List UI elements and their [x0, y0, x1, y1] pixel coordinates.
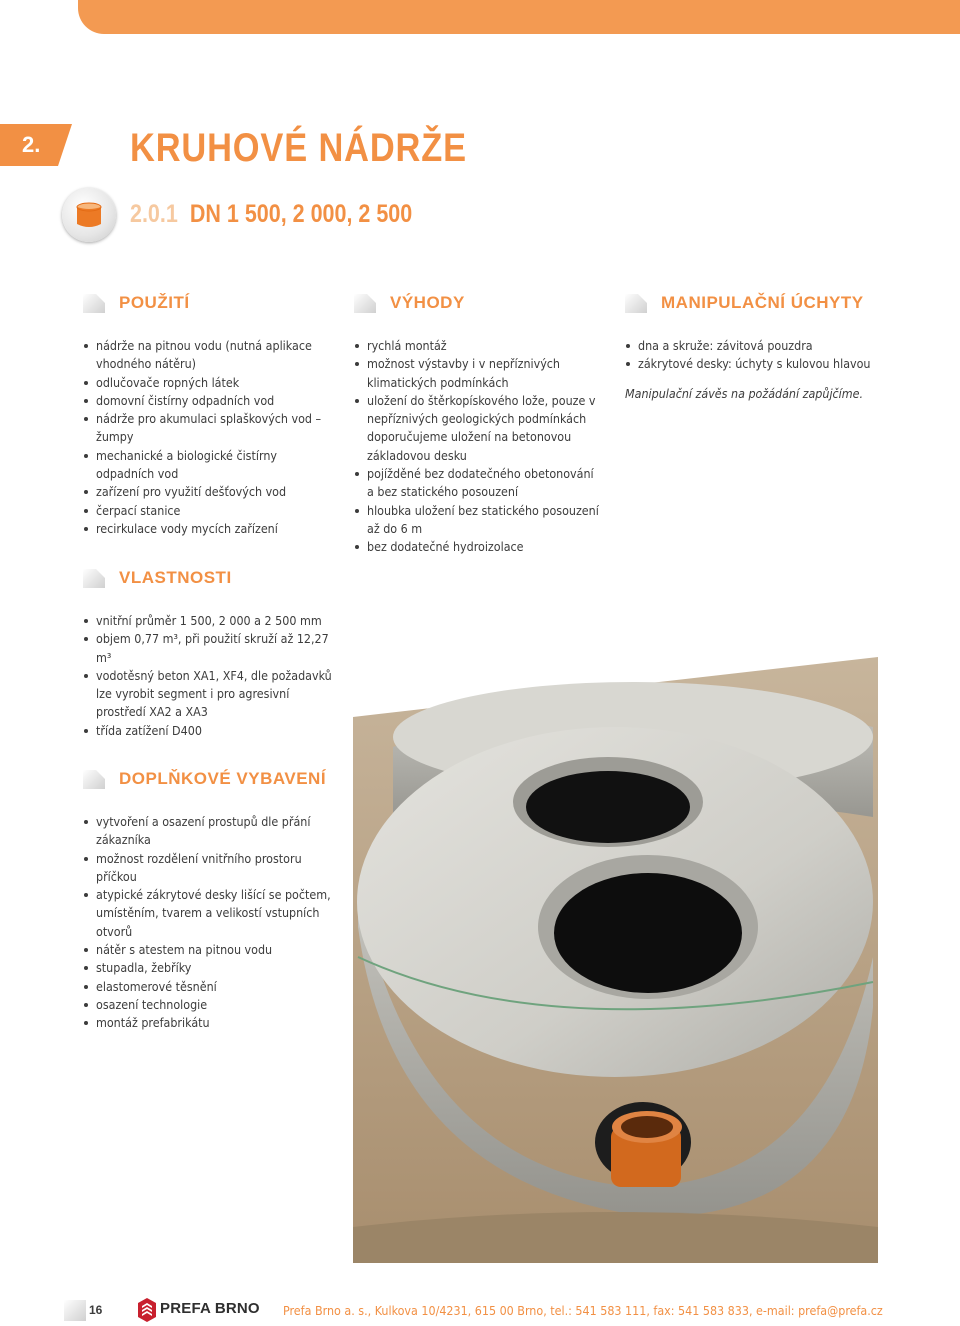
list-item: třída zatížení D400	[83, 722, 333, 740]
list-item: nátěr s atestem na pitnou vodu	[83, 941, 333, 959]
list-item: objem 0,77 m³, při použití skruží až 12,27 m³	[83, 630, 333, 667]
list-manipulacni	[625, 337, 875, 374]
list-item: stupadla, žebříky	[83, 959, 333, 977]
list-item: hloubka uložení bez statického posouzení až do 6 m	[354, 502, 599, 539]
list-item: čerpací stanice	[83, 502, 333, 520]
list-item: zařízení pro využití dešťových vod	[83, 483, 333, 501]
section-pouziti	[83, 293, 333, 538]
list-item: atypické zákrytové desky lišící se počtem, umístěním, tvarem a velikostí vstupních otvorů	[83, 886, 333, 941]
section-header	[83, 769, 333, 791]
list-item: elastomerové těsnění	[83, 978, 333, 996]
subtitle	[130, 200, 412, 229]
section-header	[625, 293, 875, 315]
chapter-number: 2.	[0, 124, 58, 166]
product-photo	[353, 627, 878, 1263]
section-marker-icon	[625, 294, 647, 313]
footer-marker-icon	[64, 1300, 86, 1321]
section-header	[83, 568, 333, 590]
section-title-doplnkove: DOPLŇKOVÉ VYBAVENÍ	[119, 769, 327, 788]
tank-icon	[62, 188, 116, 242]
section-header	[83, 293, 333, 315]
section-marker-icon	[83, 569, 105, 588]
page-number: 16	[89, 1303, 103, 1317]
list-item: možnost výstavby i v nepříznivých klimatických podmínkách	[354, 355, 599, 392]
list-item: vodotěsný beton XA1, XF4, dle požadavků lze vyrobit segment i pro agresivní prostředí XA2 a XA3	[83, 667, 333, 722]
list-pouziti	[83, 337, 333, 538]
section-title-manipulacni: MANIPULAČNÍ ÚCHYTY	[661, 293, 864, 312]
list-item: uložení do štěrkopískového lože, pouze v nepříznivých geologických podmínkách doporučujeme uložení na betonovou základovou desku	[354, 392, 599, 465]
tank-icon-graphic	[62, 188, 116, 242]
list-vyhody	[354, 337, 599, 557]
section-title-vyhody: VÝHODY	[390, 293, 465, 312]
section-marker-icon	[83, 294, 105, 313]
section-header	[354, 293, 599, 315]
list-doplnkove	[83, 813, 333, 1033]
list-item: vnitřní průměr 1 500, 2 000 a 2 500 mm	[83, 612, 333, 630]
handling-note: Manipulační závěs na požádání zapůjčíme.	[625, 385, 864, 401]
list-item: nádrže na pitnou vodu (nutná aplikace vhodného nátěru)	[83, 337, 333, 374]
footer-contact: Prefa Brno a. s., Kulkova 10/4231, 615 00 Brno, tel.: 541 583 111, fax: 541 583 833, e-mail: prefa@prefa.cz	[283, 1303, 883, 1318]
concrete-tank-photo	[353, 627, 878, 1263]
list-item: nádrže pro akumulaci splaškových vod – žumpy	[83, 410, 333, 447]
subtitle-number: 2.0.1	[130, 200, 178, 228]
section-marker-icon	[354, 294, 376, 313]
list-item: montáž prefabrikátu	[83, 1014, 333, 1032]
list-item: odlučovače ropných látek	[83, 374, 333, 392]
section-title-vlastnosti: VLASTNOSTI	[119, 568, 232, 587]
list-item: bez dodatečné hydroizolace	[354, 538, 599, 556]
subtitle-text: DN 1 500, 2 000, 2 500	[189, 200, 413, 228]
section-title-pouziti: POUŽITÍ	[119, 293, 190, 312]
section-vyhody	[354, 293, 599, 557]
page-title: KRUHOVÉ NÁDRŽE	[130, 126, 467, 170]
top-decor-bar	[78, 0, 960, 34]
section-doplnkove	[83, 769, 333, 1033]
list-item: domovní čistírny odpadních vod	[83, 392, 333, 410]
list-item: recirkulace vody mycích zařízení	[83, 520, 333, 538]
section-vlastnosti	[83, 568, 333, 740]
list-item: dna a skruže: závitová pouzdra	[625, 337, 875, 355]
list-vlastnosti	[83, 612, 333, 740]
section-marker-icon	[83, 770, 105, 789]
list-item: zákrytové desky: úchyty s kulovou hlavou	[625, 355, 875, 373]
list-item: rychlá montáž	[354, 337, 599, 355]
list-item: možnost rozdělení vnitřního prostoru příčkou	[83, 850, 333, 887]
list-item: vytvoření a osazení prostupů dle přání zákazníka	[83, 813, 333, 850]
list-item: mechanické a biologické čistírny odpadních vod	[83, 447, 333, 484]
list-item: pojížděné bez dodatečného obetonování a bez statického posouzení	[354, 465, 599, 502]
section-manipulacni	[625, 293, 875, 401]
logo-text: PREFA BRNO	[160, 1300, 260, 1317]
list-item: osazení technologie	[83, 996, 333, 1014]
